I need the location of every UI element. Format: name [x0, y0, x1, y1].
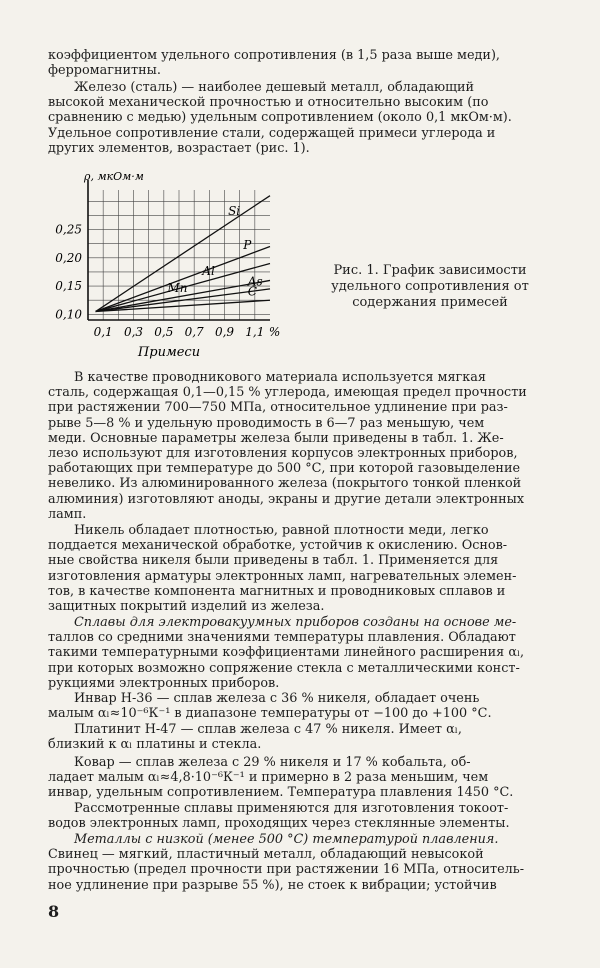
text-line: тов, в качестве компонента магнитных и проводниковых сплавов и — [48, 583, 506, 599]
text-line: Металлы с низкой (менее 500 °С) температурой плавления. — [74, 832, 499, 847]
iron-paragraph — [48, 80, 554, 156]
y-tick-label: 0,25 — [55, 222, 82, 237]
text-line: алюминия) изготовляют аноды, экраны и другие детали электронных — [48, 491, 525, 507]
series-label: As — [247, 274, 263, 289]
alloys-use-paragraph — [48, 801, 554, 831]
x-tick-label: 0,5 — [154, 325, 174, 339]
text-line: коэффициентом удельного сопротивления (в 1,5 раза выше меди), — [48, 48, 501, 63]
y-tick-label: 0,20 — [55, 250, 82, 265]
x-axis-label: Примеси — [137, 345, 201, 360]
caption-line: удельного сопротивления от — [331, 279, 529, 294]
series-label: Si — [228, 203, 241, 218]
figure-caption — [308, 263, 552, 311]
text-line: рыве 5—8 % и удельную проводимость в 6—7 раз меньшую, чем — [48, 415, 485, 431]
x-tick-label: 0,3 — [123, 325, 144, 339]
text-line: Никель обладает плотностью, равной плотности меди, легко — [74, 523, 489, 538]
text-line: Удельное сопротивление стали, содержащей примеси углерода и — [48, 125, 496, 141]
text-line: Платинит Н-47 — сплав железа с 47 % никеля. Имеет αₗ, — [74, 722, 462, 737]
text-line: сравнению с медью) удельным сопротивлением (около 0,1 мкОм·м). — [48, 110, 512, 126]
text-line: ладает малым αₗ≈4,8·10⁻⁶К⁻¹ и примерно в 2 раза меньшим, чем — [48, 770, 489, 786]
platinit-paragraph — [48, 722, 554, 752]
text-line: ные свойства никеля были приведены в табл. 1. Применяется для — [48, 553, 499, 569]
text-line: близкий к αₗ платины и стекла. — [48, 737, 262, 753]
series-label: Mn — [167, 281, 188, 296]
text-line: рукциями электронных приборов. — [48, 675, 280, 691]
x-tick-label: 1,1 — [245, 325, 265, 339]
y-tick-label: 0,15 — [55, 279, 82, 294]
series-label: P — [243, 238, 252, 252]
x-unit-label: % — [268, 325, 281, 339]
nickel-paragraph — [48, 523, 554, 614]
text-line: высокой механической прочностью и относительно высоким (по — [48, 95, 489, 111]
text-line: прочностью (предел прочности при растяжении 16 МПа, относитель- — [48, 862, 525, 878]
text-line: инвар, удельным сопротивлением. Температура плавления 1450 °С. — [48, 785, 514, 801]
x-tick-label: 0,1 — [93, 325, 113, 339]
caption-line: Рис. 1. График зависимости — [333, 263, 527, 278]
text-line: ное удлинение при разрыве 55 %), не стоек к вибрации; устойчив — [48, 877, 497, 893]
text-line: изготовления арматуры электронных ламп, нагревательных элемен- — [48, 568, 517, 584]
page-number: 8 — [48, 902, 60, 921]
text-line: Сплавы для электровакуумных приборов созданы на основе ме- — [74, 615, 517, 630]
invar-paragraph — [48, 691, 554, 721]
text-line: сталь, содержащая 0,1—0,15 % углерода, имеющая предел прочности — [48, 385, 527, 401]
text-line: такими температурными коэффициентами линейного расширения αₗ, — [48, 645, 525, 661]
resistivity-chart — [40, 168, 290, 360]
text-line: Ковар — сплав железа с 29 % никеля и 17 % кобальта, об- — [74, 755, 471, 770]
text-line: малым αₗ≈10⁻⁶К⁻¹ в диапазоне температуры от −100 до +100 °С. — [48, 706, 492, 722]
text-line: ламп. — [48, 506, 87, 522]
text-line: Свинец — мягкий, пластичный металл, обладающий невысокой — [48, 847, 484, 863]
text-line: меди. Основные параметры железа были приведены в табл. 1. Же- — [48, 430, 504, 446]
y-tick-label: 0,10 — [55, 307, 82, 322]
text-line: при растяжении 700—750 МПа, относительное удлинение при раз- — [48, 400, 508, 416]
text-line: Инвар Н-36 — сплав железа с 36 % никеля, обладает очень — [74, 691, 480, 706]
text-line: защитных покрытий изделий из железа. — [48, 599, 325, 615]
text-line: лезо используют для изготовления корпусов электронных приборов, — [48, 446, 518, 462]
text-line: невелико. Из алюминированного железа (покрытого тонкой пленкой — [48, 476, 522, 492]
steel-paragraph — [48, 370, 554, 522]
text-line: работающих при температуре до 500 °С, при которой газовыделение — [48, 461, 521, 477]
kovar-paragraph — [48, 755, 554, 801]
low-temp-metals-paragraph — [48, 832, 554, 893]
text-line: поддается механической обработке, устойчив к окислению. Основ- — [48, 538, 508, 554]
caption-line: содержания примесей — [352, 295, 508, 310]
y-axis-label: ρ, мкОм·м — [84, 170, 144, 183]
text-line: Железо (сталь) — наиболее дешевый металл, обладающий — [74, 80, 475, 95]
text-line: ферромагнитны. — [48, 63, 161, 79]
text-line: других элементов, возрастает (рис. 1). — [48, 140, 310, 156]
text-line: В качестве проводникового материала используется мягкая — [74, 370, 486, 385]
text-line: водов электронных ламп, проходящих через стеклянные элементы. — [48, 816, 510, 832]
alloys-paragraph — [48, 615, 554, 691]
series-label: Al — [202, 264, 215, 279]
top-paragraph — [48, 48, 554, 78]
series-label: C — [247, 284, 257, 299]
text-line: Рассмотренные сплавы применяются для изготовления токоот- — [74, 801, 509, 816]
text-line: таллов со средними значениями температуры плавления. Обладают — [48, 630, 516, 646]
x-tick-label: 0,9 — [214, 325, 235, 339]
x-tick-label: 0,7 — [184, 325, 204, 339]
text-line: при которых возможно сопряжение стекла с металлическими конст- — [48, 660, 520, 676]
